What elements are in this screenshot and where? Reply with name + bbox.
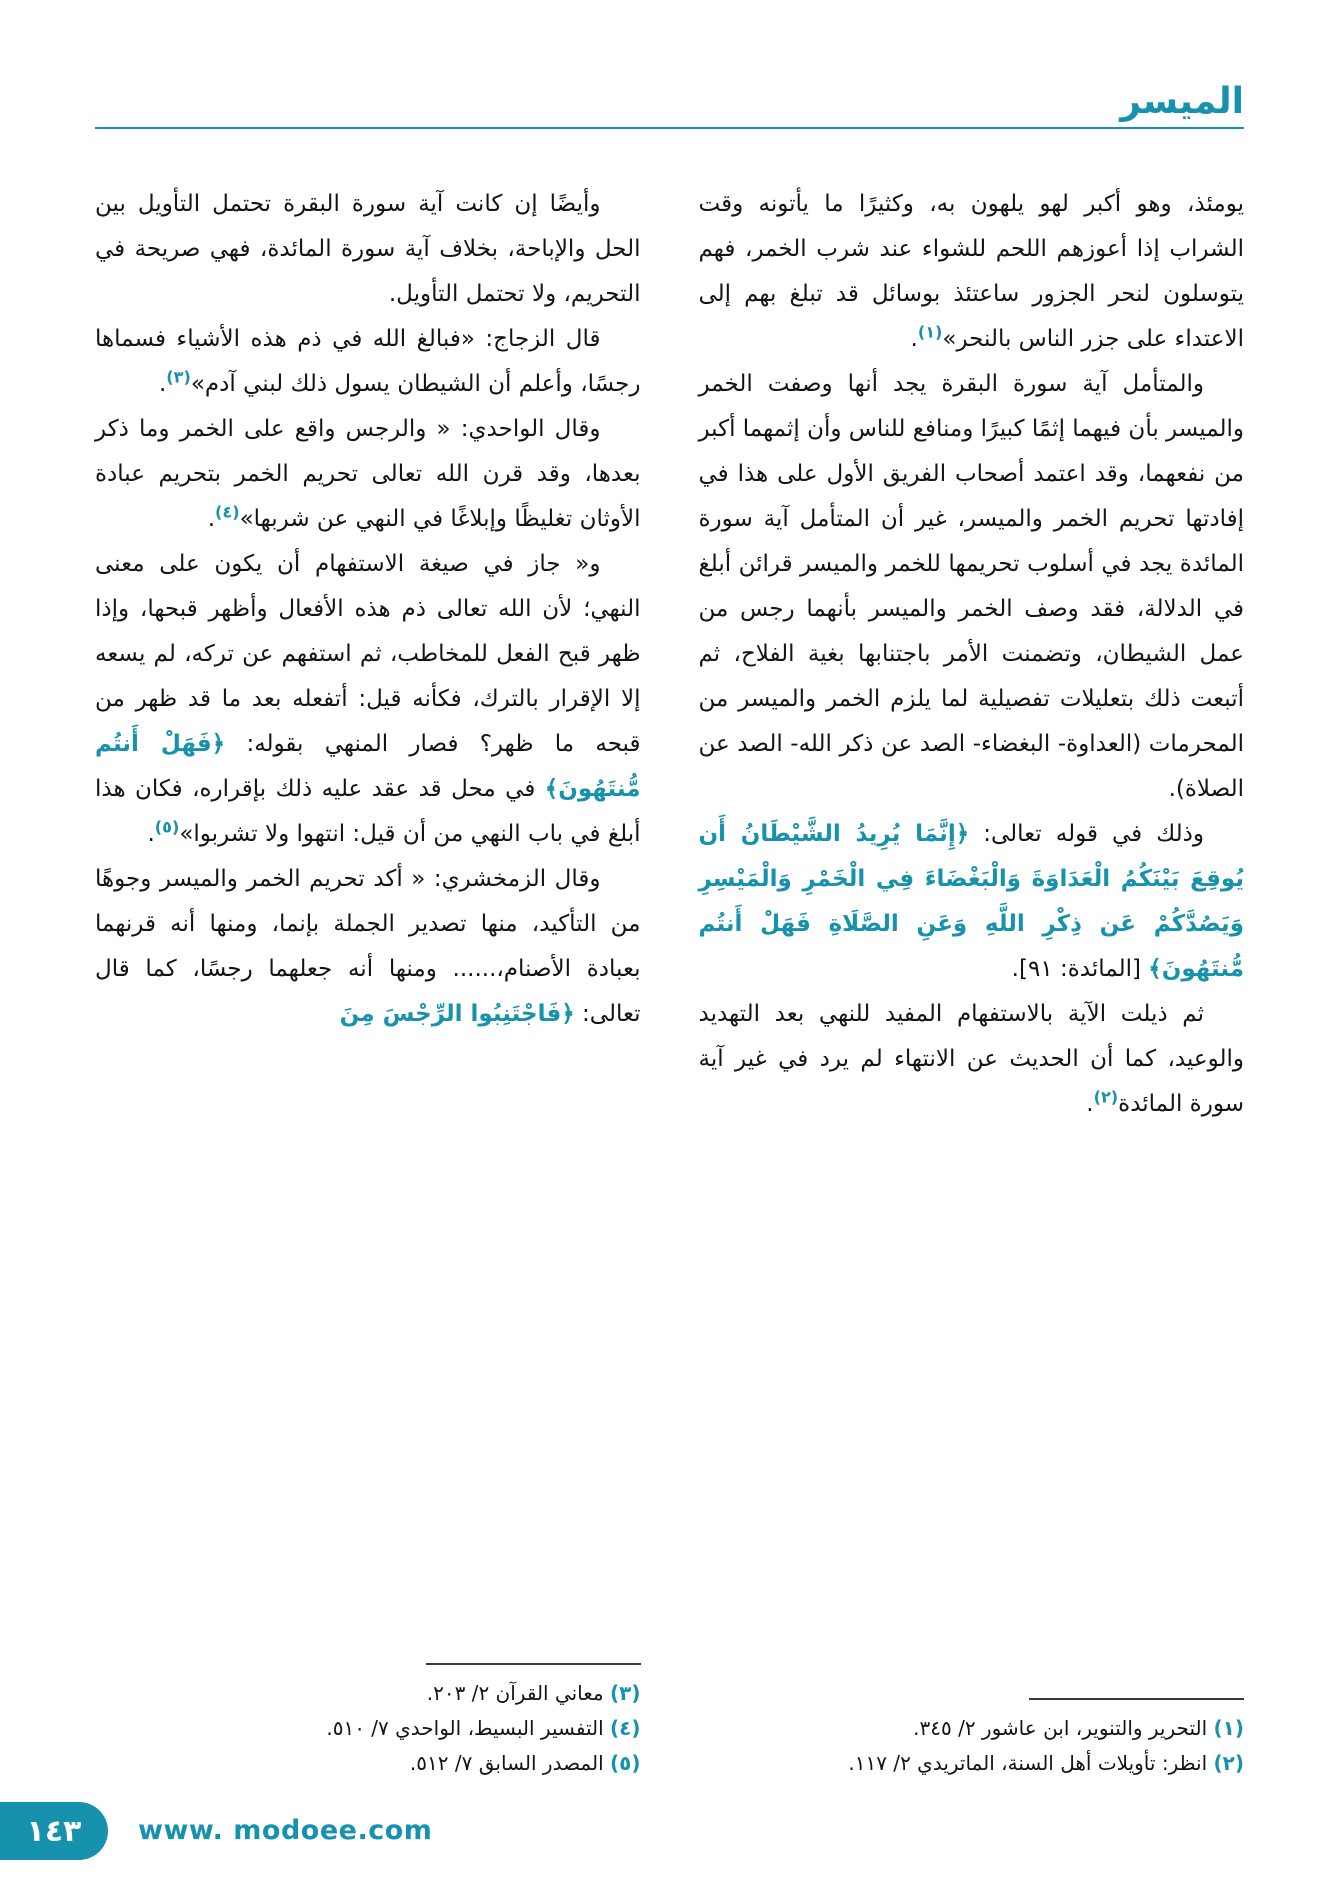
footnote-separator <box>426 1663 641 1665</box>
paragraph <box>95 317 641 407</box>
footnote <box>95 1677 641 1710</box>
footnote-ref: (٢) <box>1093 1087 1119 1107</box>
body-text: . <box>207 506 216 532</box>
column-body <box>699 182 1245 1692</box>
column-left <box>95 182 641 1782</box>
body-text: يومئذ، وهو أكبر لهو يلهون به، وكثيرًا ما يأتونه وقت الشراب إذا أعوزهم اللحم للشواء عند شرب الخمر، فهم يتوسلون لنحر الجزور ساعتئذ بوسائل قد تبلغ بهم إلى الاعتداء على جزر الناس بالنحر» <box>698 191 1244 352</box>
paragraph <box>699 812 1245 992</box>
footnotes <box>95 1657 641 1782</box>
footnote <box>699 1747 1245 1780</box>
quran-verse: ﴿إِنَّمَا يُرِيدُ الشَّيْطَانُ أَن يُوقِعَ بَيْنَكُمُ الْعَدَاوَةَ وَالْبَغْضَاءَ فِي الْخَمْرِ وَالْمَيْسِرِ وَيَصُدَّكُمْ عَن ذِكْرِ اللَّهِ وَعَنِ الصَّلَاةِ فَهَلْ أَنتُم مُّنتَهُونَ﴾ <box>698 821 1244 982</box>
footnote-number: (٣) <box>610 1681 641 1705</box>
footnote-text: انظر: تأويلات أهل السنة، الماتريدي ٢/ ١١٧. <box>848 1751 1214 1775</box>
footnote-separator <box>1029 1698 1244 1700</box>
footnotes-list <box>95 1677 641 1780</box>
page-number: ١٤٣ <box>26 1813 82 1849</box>
body-text: وقال الواحدي: « والرجس واقع على الخمر وما ذكر بعدها، وقد قرن الله تعالى تحريم الخمر بتحريم عبادة الأوثان تغليظًا وإبلاغًا في النهي عن شربها» <box>95 416 641 532</box>
footnotes <box>699 1692 1245 1782</box>
quran-verse: ﴿فَاجْتَنِبُوا الرِّجْسَ مِنَ <box>339 1001 575 1027</box>
footnote-number: (١) <box>1213 1716 1244 1740</box>
body-text: قال الزجاج: «فبالغ الله في ذم هذه الأشياء فسماها رجسًا، وأعلم أن الشيطان يسول ذلك لبني آدم» <box>95 326 641 397</box>
body-text: . <box>1086 1091 1094 1117</box>
body-text: والمتأمل آية سورة البقرة يجد أنها وصفت الخمر والميسر بأن فيهما إثمًا كبيرًا ومنافع للناس وأن إثمهما أكبر من نفعهما، وقد اعتمد أصحاب الفريق الأول على هذا في إفادتها تحريم الخمر والميسر، غير أن المتأمل آية سورة المائدة يجد في أسلوب تحريمها للخمر والميسر قرائن أبلغ في الدلالة، فقد وصف الخمر والميسر بأنهما رجس من عمل الشيطان، وتضمنت الأمر باجتنابها بغية الفلاح، ثم أتبعت ذلك بتعليلات تفصيلية لما يلزم الخمر والميسر من المحرمات (العداوة- البغضاء- الصد عن ذكر الله- الصد عن الصلاة). <box>698 371 1244 802</box>
footnote-number: (٢) <box>1213 1751 1244 1775</box>
body-text: [المائدة: ٩١]. <box>1011 956 1149 982</box>
quran-verse: ﴿فَهَلْ أَنتُم مُّنتَهُونَ﴾ <box>95 731 641 802</box>
footnote-text: التحرير والتنوير، ابن عاشور ٢/ ٣٤٥. <box>913 1716 1214 1740</box>
footnote-ref: (١) <box>917 322 943 342</box>
header-rule <box>95 127 1244 129</box>
body-text: وأيضًا إن كانت آية سورة البقرة تحتمل التأويل بين الحل والإباحة، بخلاف آية سورة المائدة، فهي صريحة في التحريم، ولا تحتمل التأويل. <box>95 191 641 307</box>
paragraph <box>699 992 1245 1127</box>
paragraph <box>699 362 1245 812</box>
content <box>95 182 1244 1782</box>
footnote-text: معاني القرآن ٢/ ٢٠٣. <box>426 1681 610 1705</box>
footnote-number: (٥) <box>610 1751 641 1775</box>
footnote-number: (٤) <box>610 1716 641 1740</box>
footnote-ref: (٥) <box>154 817 180 837</box>
footnote <box>699 1712 1245 1745</box>
website-text: www. modoee.com <box>138 1815 433 1846</box>
footnote-ref: (٤) <box>215 502 240 522</box>
body-text: وذلك في قوله تعالى: <box>969 821 1204 847</box>
body-text: و« جاز في صيغة الاستفهام أن يكون على معنى النهي؛ لأن الله تعالى ذم هذه الأفعال وأظهر قبحها، وإذا ظهر قبح الفعل للمخاطب، ثم استفهم عن تركه، لم يسعه إلا الإقرار بالترك، فكأنه قيل: أتفعله بعد ما قد ظهر من قبحه ما ظهر؟ فصار المنهي بقوله: <box>95 551 641 757</box>
body-text: . <box>158 371 167 397</box>
paragraph <box>699 182 1245 362</box>
paragraph <box>95 542 641 857</box>
body-text: . <box>147 821 155 847</box>
footnote <box>95 1747 641 1780</box>
body-text: وقال الزمخشري: « أكد تحريم الخمر والميسر وجوهًا من التأكيد، منها تصدير الجملة بإنما، ومنها أنه قرنهما بعبادة الأصنام،...... ومنها أنه جعلهما رجسًا، كما قال تعالى: <box>95 866 641 1027</box>
footnote-text: التفسير البسيط، الواحدي ٧/ ٥١٠. <box>326 1716 610 1740</box>
page-title: الميسر <box>1120 81 1244 122</box>
page-number-tab <box>0 1802 108 1860</box>
paragraph <box>95 407 641 542</box>
paragraph <box>95 182 641 317</box>
footnote <box>95 1712 641 1745</box>
page-header <box>95 80 1244 129</box>
paragraph <box>95 857 641 1037</box>
body-text: ثم ذيلت الآية بالاستفهام المفيد للنهي بعد التهديد والوعيد، كما أن الحديث عن الانتهاء لم يرد في غير آية سورة المائدة <box>698 1001 1244 1117</box>
column-body <box>95 182 641 1657</box>
footnote-text: المصدر السابق ٧/ ٥١٢. <box>409 1751 610 1775</box>
footnotes-list <box>699 1712 1245 1780</box>
footnote-ref: (٣) <box>166 367 191 387</box>
body-text: في محل قد عقد عليه ذلك بإقراره، فكان هذا أبلغ في باب النهي من أن قيل: انتهوا ولا تشربوا» <box>95 776 641 847</box>
column-right <box>699 182 1245 1782</box>
body-text: . <box>910 326 918 352</box>
